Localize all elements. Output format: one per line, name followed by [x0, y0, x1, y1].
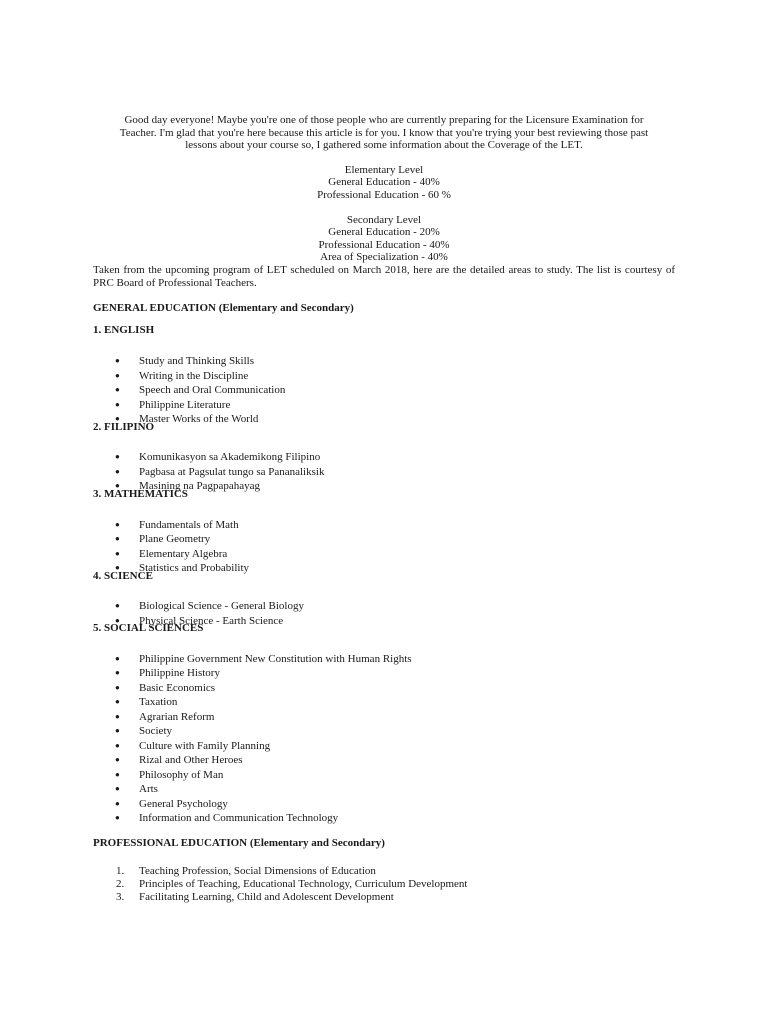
- bullet-icon: ●: [115, 813, 120, 823]
- list-number: 1.: [116, 865, 125, 878]
- bullet-icon: ●: [115, 534, 120, 543]
- list-item: ● Study and Thinking Skills: [115, 355, 255, 368]
- bullet-icon: ●: [115, 726, 120, 736]
- intro-paragraph: [93, 114, 675, 152]
- bullet-icon: ●: [115, 697, 120, 707]
- list-item: ● Philosophy of Man: [115, 768, 224, 781]
- list-number: 2.: [116, 878, 125, 891]
- section-title-filipino: 2. FILIPINO: [93, 420, 155, 433]
- list-item: ● Information and Communication Technology: [115, 812, 339, 825]
- elementary-line: Professional Education - 60 %: [317, 188, 451, 201]
- list-item: ● Plane Geometry: [115, 533, 211, 545]
- list-item: ● Biological Science - General Biology: [115, 600, 304, 613]
- intro-line: Teacher. I'm glad that you're here because this article is for you. I know that you're trying your best reviewing those past: [119, 126, 649, 139]
- bullet-icon: ●: [115, 414, 120, 424]
- secondary-level-title: Secondary Level: [346, 213, 422, 226]
- bullet-icon: ●: [115, 563, 120, 572]
- list-item: ● Master Works of the World: [115, 413, 259, 426]
- list-item: ● Pagbasa at Pagsulat tungo sa Pananaliksik: [115, 465, 325, 478]
- mathematics-list: [93, 518, 675, 576]
- list-item: 2. Principles of Teaching, Educational Technology, Curriculum Development: [116, 878, 468, 891]
- list-item: ● Philippine History: [115, 667, 220, 680]
- bullet-icon: ●: [115, 784, 120, 794]
- secondary-line: Professional Education - 40%: [318, 238, 450, 251]
- bullet-icon: ●: [115, 798, 120, 808]
- elementary-level-block: [93, 164, 675, 202]
- section-title-science: 4. SCIENCE: [93, 569, 153, 582]
- bullet-icon: ●: [115, 481, 120, 491]
- english-list: [93, 354, 675, 427]
- bullet-icon: ●: [115, 356, 120, 366]
- secondary-level-block: [93, 214, 675, 264]
- list-item: ● Speech and Oral Communication: [115, 384, 286, 397]
- intro-line: Good day everyone! Maybe you're one of those people who are currently preparing for the Licensure Examination for: [124, 114, 644, 126]
- bullet-icon: ●: [115, 615, 120, 625]
- list-item: ● Taxation: [115, 696, 178, 709]
- list-item: ● Physical Science - Earth Science: [115, 614, 284, 627]
- bullet-icon: ●: [115, 370, 120, 380]
- list-item: ● Agrarian Reform: [115, 710, 215, 723]
- list-item: ● Arts: [115, 783, 158, 796]
- bullet-icon: ●: [115, 548, 120, 558]
- list-item: ● Komunikasyon sa Akademikong Filipino: [115, 451, 321, 464]
- list-item: 1. Teaching Profession, Social Dimensions of Education: [116, 865, 376, 878]
- list-item: ● Society: [115, 725, 172, 738]
- list-item: ● Fundamentals of Math: [115, 518, 239, 531]
- courtesy-paragraph: Taken from the upcoming program of LET scheduled on March 2018, here are the detailed areas to study. The list is courtesy of PRC Board of Professional Teachers.: [93, 263, 675, 289]
- list-item: ● Rizal and Other Heroes: [115, 754, 243, 767]
- list-number: 3.: [116, 890, 125, 903]
- section-title-english: 1. ENGLISH: [93, 323, 155, 336]
- secondary-line: General Education - 20%: [328, 226, 440, 239]
- professional-education-list: [93, 865, 675, 903]
- list-item: ● Basic Economics: [115, 681, 216, 694]
- bullet-icon: ●: [115, 399, 120, 409]
- bullet-icon: ●: [115, 668, 120, 678]
- list-item: ● Philippine Literature: [115, 398, 231, 411]
- elementary-level-title: Elementary Level: [344, 163, 424, 176]
- bullet-icon: ●: [115, 601, 120, 611]
- bullet-icon: ●: [115, 682, 120, 692]
- general-education-heading: GENERAL EDUCATION (Elementary and Secondary): [93, 302, 354, 315]
- bullet-icon: ●: [115, 711, 120, 721]
- bullet-icon: ●: [115, 769, 120, 779]
- list-item: ● Culture with Family Planning: [115, 739, 271, 752]
- list-item: ● Elementary Algebra: [115, 547, 228, 560]
- bullet-icon: ●: [115, 385, 120, 395]
- social-sciences-list: [93, 652, 675, 826]
- list-item: 3. Facilitating Learning, Child and Adolescent Development: [116, 890, 394, 903]
- bullet-icon: ●: [115, 519, 120, 529]
- elementary-line: General Education - 40%: [328, 176, 440, 189]
- document-page: [93, 114, 675, 904]
- secondary-line: Area of Specialization - 40%: [320, 251, 448, 264]
- list-item: ● General Psychology: [115, 797, 228, 810]
- bullet-icon: ●: [115, 653, 120, 663]
- list-item: ● Statistics and Probability: [115, 562, 249, 574]
- list-item: ● Masining na Pagpapahayag: [115, 480, 260, 493]
- bullet-icon: ●: [115, 755, 120, 765]
- section-title-social-sciences: 5. SOCIAL SCIENCES: [93, 622, 204, 635]
- bullet-icon: ●: [115, 466, 120, 476]
- professional-education-heading: PROFESSIONAL EDUCATION (Elementary and Secondary): [93, 836, 385, 849]
- filipino-list: [93, 450, 675, 494]
- section-title-mathematics: 3. MATHEMATICS: [93, 487, 188, 500]
- science-list: [93, 599, 675, 628]
- list-item: ● Writing in the Discipline: [115, 369, 249, 382]
- list-item: ● Philippine Government New Constitution with Human Rights: [115, 652, 412, 665]
- bullet-icon: ●: [115, 740, 120, 750]
- intro-line: lessons about your course so, I gathered some information about the Coverage of the LET.: [185, 139, 583, 152]
- bullet-icon: ●: [115, 452, 120, 462]
